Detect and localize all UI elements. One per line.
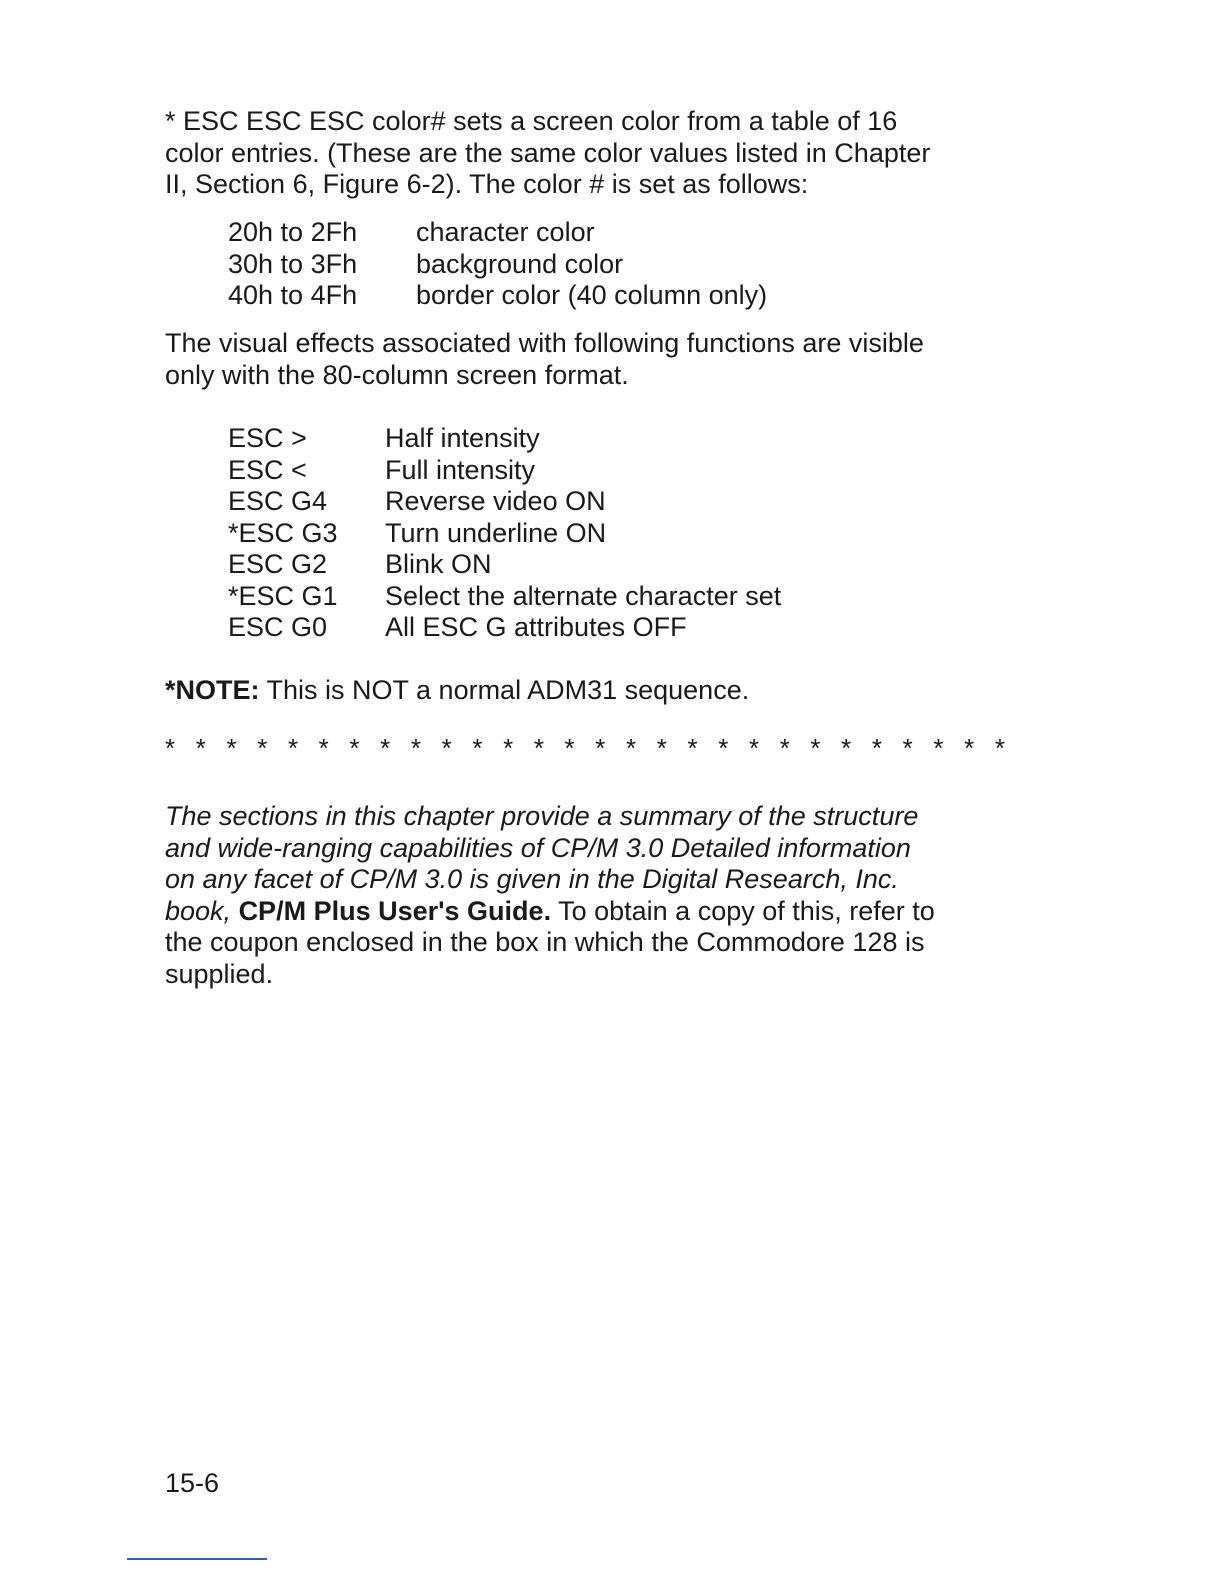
escape-code: *ESC G3: [228, 517, 338, 548]
escape-function: Select the alternate character set: [385, 580, 782, 611]
separator-star: *: [902, 733, 913, 763]
escape-code: *ESC G1: [228, 580, 338, 611]
separator-star: *: [748, 733, 760, 763]
separator-star: *: [533, 733, 544, 763]
intro-line: color entries. (These are the same color values listed in Chapter: [165, 137, 931, 168]
color-range: 20h to 2Fh: [228, 217, 358, 247]
color-range-row: [228, 249, 767, 281]
summary-line: and wide-ranging capabilities of CP/M 3.0 Detailed information: [165, 832, 911, 863]
separator-star: *: [564, 733, 575, 763]
page-number: 15-6: [165, 1468, 220, 1498]
summary-line: supplied.: [165, 958, 274, 989]
visual-line: The visual effects associated with following functions are visible: [165, 328, 924, 358]
color-meaning: border color (40 column only): [416, 280, 768, 310]
star-separator: [165, 733, 1005, 763]
book-prefix: book,: [165, 895, 239, 926]
summary-paragraph: [165, 801, 1005, 990]
escape-sequence-table: [228, 423, 781, 644]
color-range-row: [228, 217, 767, 249]
separator-star: *: [595, 733, 606, 763]
book-suffix: To obtain a copy of this, refer to: [551, 895, 935, 926]
separator-star: *: [810, 733, 821, 763]
escape-row: [228, 455, 781, 487]
visual-effects-paragraph: [165, 328, 1005, 391]
color-meaning: background color: [416, 248, 624, 279]
separator-star: *: [656, 733, 667, 763]
summary-line: the coupon enclosed in the box in which the Commodore 128 is: [165, 927, 925, 957]
escape-code: ESC >: [228, 423, 307, 453]
separator-star: *: [503, 733, 514, 763]
intro-line: * ESC ESC ESC color# sets a screen color from a table of 16: [165, 106, 898, 136]
escape-code: ESC G0: [228, 612, 328, 642]
note-paragraph: [165, 675, 1005, 707]
separator-star: *: [410, 733, 421, 763]
color-meaning: character color: [416, 217, 595, 247]
escape-function: Full intensity: [385, 454, 536, 485]
summary-line: on any facet of CP/M 3.0 is given in the Digital Research, Inc.: [165, 864, 899, 894]
separator-star: *: [349, 733, 360, 763]
separator-star: *: [441, 733, 452, 763]
escape-row: [228, 549, 781, 581]
escape-row: [228, 518, 781, 550]
escape-function: Turn underline ON: [385, 517, 607, 548]
separator-star: *: [472, 733, 483, 763]
separator-star: *: [226, 733, 237, 763]
color-range: 40h to 4Fh: [228, 280, 358, 310]
intro-paragraph: [165, 106, 1005, 201]
note-label: *NOTE:: [165, 675, 260, 705]
separator-star: *: [718, 733, 729, 763]
note-text: This is NOT a normal ADM31 sequence.: [259, 675, 750, 705]
separator-star: *: [626, 733, 637, 763]
separator-star: *: [380, 733, 391, 763]
escape-function: Half intensity: [385, 423, 540, 453]
separator-star: *: [195, 733, 206, 763]
separator-star: *: [165, 733, 176, 763]
separator-star: *: [964, 733, 975, 763]
escape-code: ESC G2: [228, 549, 328, 579]
book-title: CP/M Plus User's Guide.: [238, 895, 552, 926]
separator-star: *: [287, 733, 299, 763]
escape-row: [228, 423, 781, 455]
escape-row: [228, 486, 781, 518]
separator-star: *: [841, 733, 852, 763]
separator-star: *: [318, 733, 329, 763]
separator-star: *: [871, 733, 883, 763]
escape-row: [228, 581, 781, 613]
escape-function: Blink ON: [385, 549, 492, 579]
escape-code: ESC G4: [228, 486, 328, 516]
intro-line: II, Section 6, Figure 6-2). The color # is set as follows:: [165, 169, 809, 199]
separator-star: *: [779, 733, 790, 763]
color-range-table: [228, 217, 767, 312]
visual-line: only with the 80-column screen format.: [165, 359, 629, 390]
escape-row: [228, 612, 781, 644]
separator-star: *: [994, 733, 1005, 763]
escape-function: All ESC G attributes OFF: [385, 612, 687, 642]
summary-line: The sections in this chapter provide a summary of the structure: [165, 801, 919, 831]
escape-function: Reverse video ON: [385, 486, 606, 516]
separator-star: *: [933, 733, 944, 763]
separator-star: *: [257, 733, 268, 763]
color-range: 30h to 3Fh: [228, 248, 358, 279]
color-range-row: [228, 280, 767, 312]
escape-code: ESC <: [228, 454, 307, 485]
footer-rule: [127, 1558, 267, 1560]
separator-star: *: [687, 733, 698, 763]
